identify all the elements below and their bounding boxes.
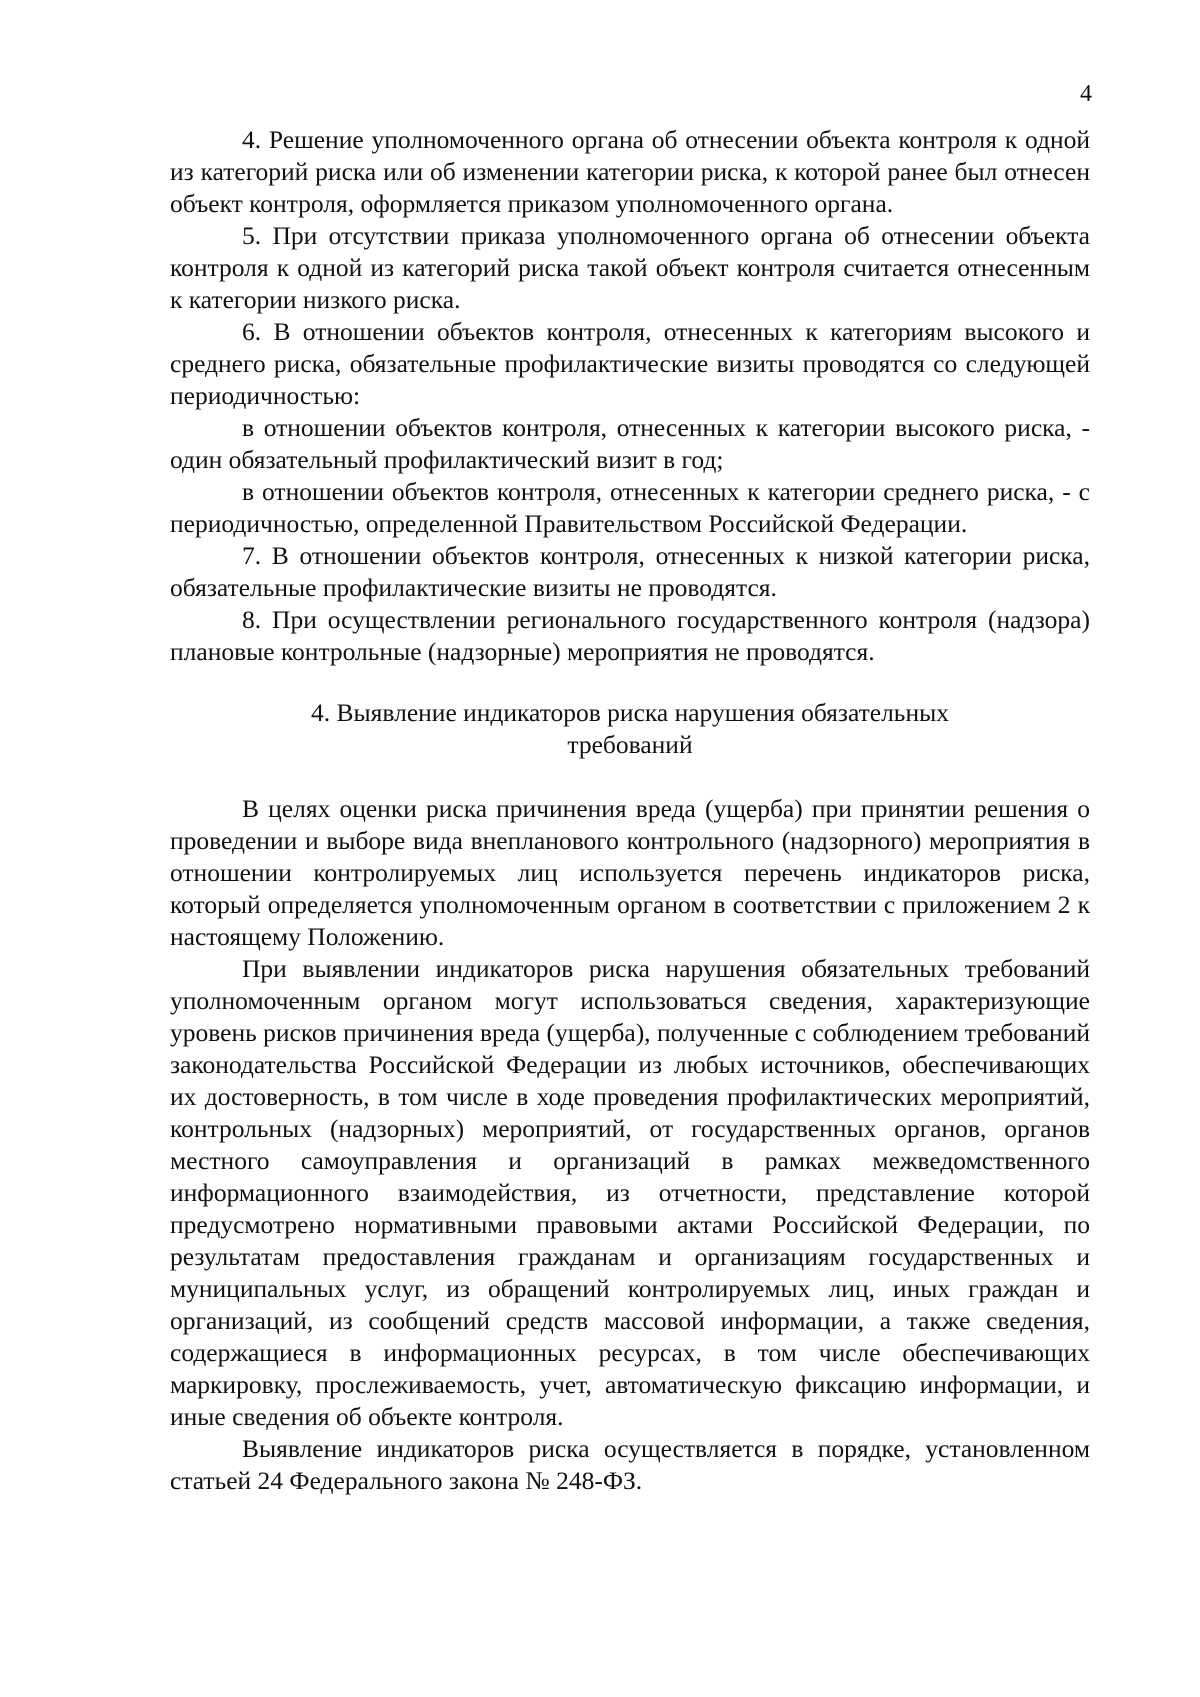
paragraph-risk-assessment: В целях оценки риска причинения вреда (ущерба) при принятии решения о проведении и выборе вида внепланового контрольного (надзорного) мероприятия в отношении контролируемых лиц используется перечень индикаторов риска, который определяется уполномоченным органом в соответствии с приложением 2 к настоящему Положению. <box>170 794 1090 951</box>
paragraph-item-4: 4. Решение уполномоченного органа об отнесении объекта контроля к одной из категорий риска или об изменении категории риска, к которой ранее был отнесен объект контроля, оформляется приказом уполномоченного органа. <box>170 125 1090 218</box>
paragraph-high-risk: в отношении объектов контроля, отнесенных к категории высокого риска, - один обязательный профилактический визит в год; <box>170 413 1090 474</box>
section-heading-line-1: 4. Выявление индикаторов риска нарушения обязательных <box>311 698 949 727</box>
paragraph-information-sources: При выявлении индикаторов риска нарушения обязательных требований уполномоченным органом могут использоваться сведения, характеризующие уровень рисков причинения вреда (ущерба), полученные с соблюдением требований законодательства Российской Федерации из любых источников, обеспечивающих их достоверность, в том числе в ходе проведения профилактических мероприятий, контрольных (надзорных) мероприятий, от государственных органов, органов местного самоуправления и организаций в рамках межведомственного информационного взаимодействия, из отчетности, представление которой предусмотрено нормативными правовыми актами Российской Федерации, по результатам предоставления гражданам и организациям государственных и муниципальных услуг, из обращений контролируемых лиц, иных граждан и организаций, из сообщений средств массовой информации, а также сведения, содержащиеся в информационных ресурсах, в том числе обеспечивающих маркировку, прослеживаемость, учет, автоматическую фиксацию информации, и иные сведения об объекте контроля. <box>170 954 1090 1431</box>
paragraph-item-6: 6. В отношении объектов контроля, отнесенных к категориям высокого и среднего риска, обязательные профилактические визиты проводятся со следующей периодичностью: <box>170 317 1090 410</box>
document-body <box>170 124 1090 1497</box>
paragraph-medium-risk: в отношении объектов контроля, отнесенных к категории среднего риска, - с периодичностью, определенной Правительством Российской Федерации. <box>170 477 1090 538</box>
paragraph-identification-procedure: Выявление индикаторов риска осуществляется в порядке, установленном статьей 24 Федерального закона № 248-ФЗ. <box>170 1434 1090 1495</box>
section-heading <box>170 697 1090 761</box>
paragraph-item-5: 5. При отсутствии приказа уполномоченного органа об отнесении объекта контроля к одной из категорий риска такой объект контроля считается отнесенным к категории низкого риска. <box>170 221 1090 314</box>
paragraph-item-8: 8. При осуществлении регионального государственного контроля (надзора) плановые контрольные (надзорные) мероприятия не проводятся. <box>170 605 1090 666</box>
paragraph-item-7: 7. В отношении объектов контроля, отнесенных к низкой категории риска, обязательные профилактические визиты не проводятся. <box>170 541 1090 602</box>
page-number: 4 <box>1080 81 1092 107</box>
section-heading-line-2: требований <box>567 730 693 759</box>
